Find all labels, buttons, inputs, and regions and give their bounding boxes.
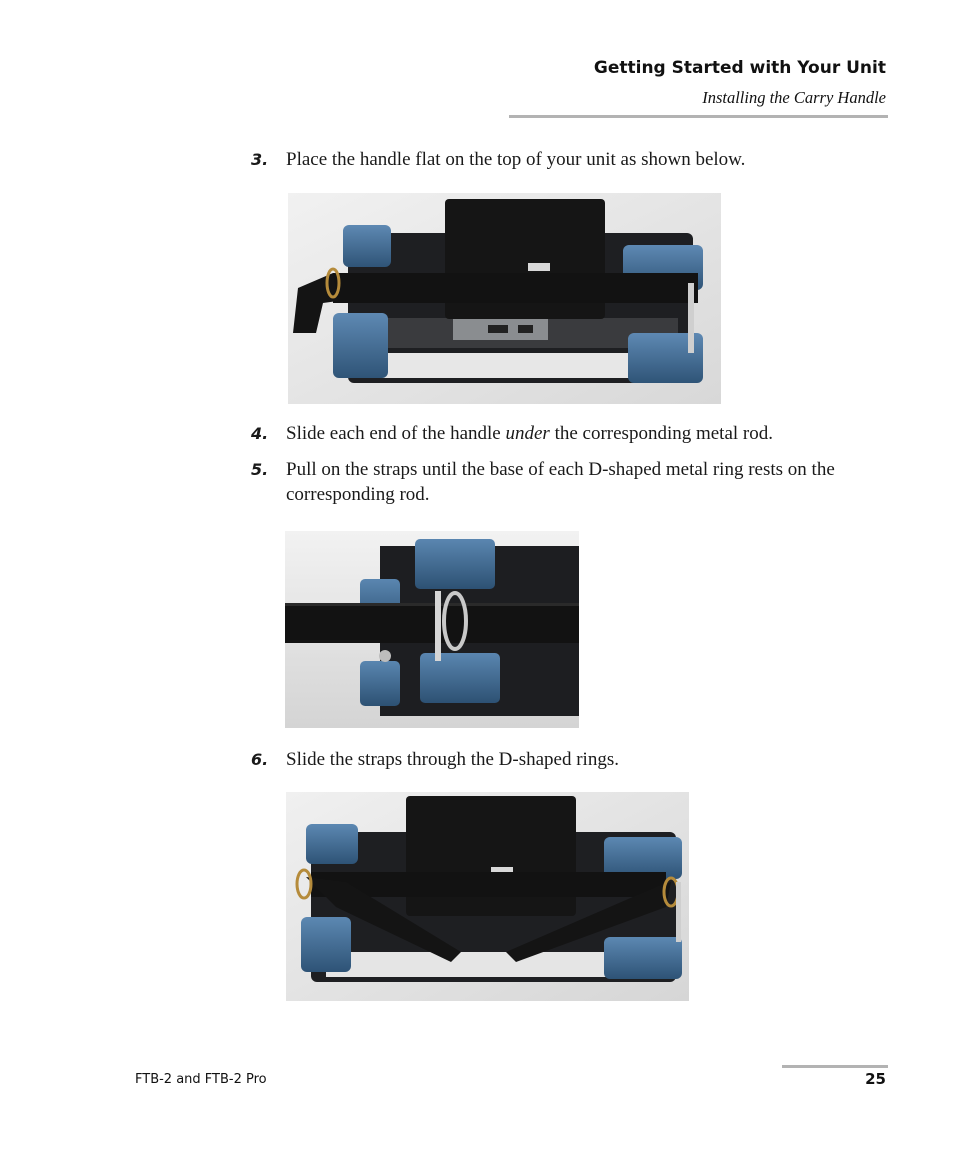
footer-divider: [782, 1065, 888, 1068]
section-title: Installing the Carry Handle: [702, 88, 886, 107]
chapter-title: Getting Started with Your Unit: [593, 58, 886, 78]
photo-strap-ring-closeup: [285, 531, 579, 728]
photo-straps-through-rings: [286, 792, 689, 1001]
step-text-before: Slide each end of the handle: [286, 423, 506, 444]
step-text-after: the corresponding metal rod.: [549, 423, 773, 444]
footer-product: FTB-2 and FTB-2 Pro: [135, 1072, 267, 1087]
step-text-emphasis: under: [505, 423, 550, 444]
header-divider: [509, 115, 888, 118]
step-text: Slide the straps through the D-shaped rings.: [286, 749, 619, 770]
step-number: 5.: [251, 460, 269, 479]
step-text: Pull on the straps until the base of each D-shaped metal ring rests on the corresponding rod.: [286, 459, 835, 505]
step-number: 4.: [251, 424, 269, 443]
page-number: 25: [865, 1070, 886, 1088]
step-text: Place the handle flat on the top of your unit as shown below.: [286, 149, 746, 170]
photo-handle-on-top: [288, 193, 721, 404]
step-number: 3.: [251, 150, 269, 169]
step-text: [286, 421, 881, 446]
step-number: 6.: [251, 750, 269, 769]
